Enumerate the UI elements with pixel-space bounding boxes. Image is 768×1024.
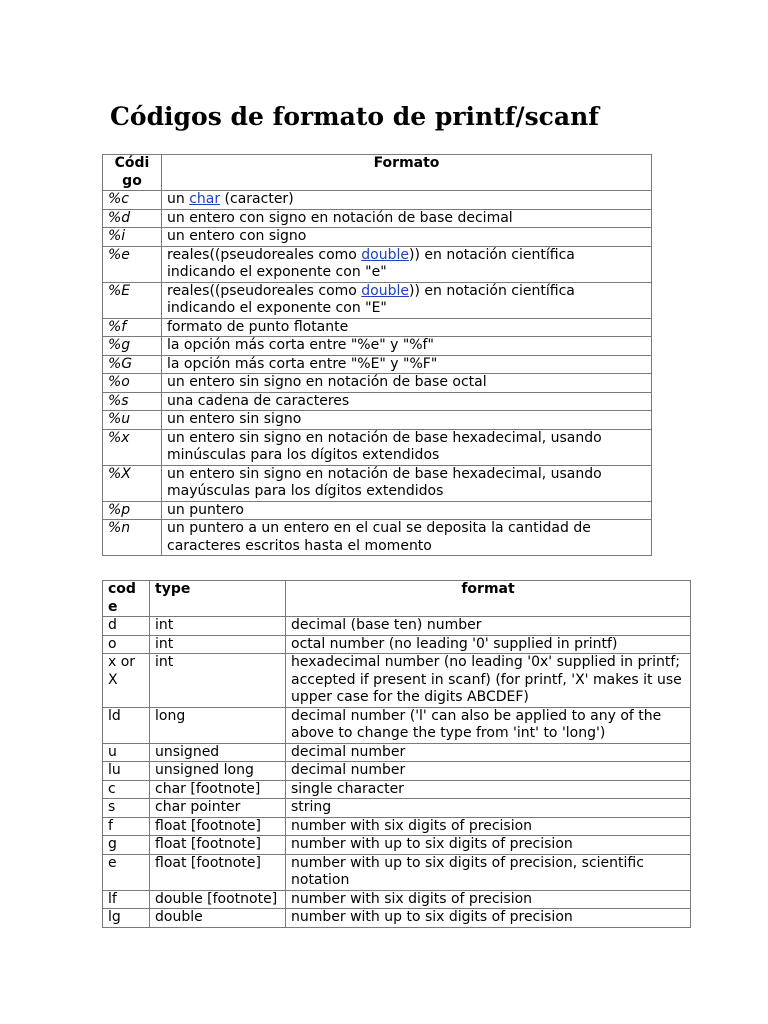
format-code: %G bbox=[103, 355, 162, 374]
code-cell: d bbox=[103, 617, 150, 636]
format-cell: number with up to six digits of precision, scientific notation bbox=[286, 854, 691, 890]
table-header-row bbox=[103, 155, 652, 191]
type-cell: unsigned long bbox=[150, 762, 286, 781]
format-code: %d bbox=[103, 209, 162, 228]
code-cell: ld bbox=[103, 707, 150, 743]
type-cell: double [footnote] bbox=[150, 890, 286, 909]
table-row bbox=[103, 654, 691, 708]
format-cell: decimal number ('l' can also be applied to any of the above to change the type from 'int' to 'long') bbox=[286, 707, 691, 743]
format-description bbox=[162, 191, 652, 210]
type-link[interactable]: double bbox=[361, 282, 410, 299]
format-description: un entero con signo en notación de base decimal bbox=[162, 209, 652, 228]
table-row bbox=[103, 854, 691, 890]
printf-codes-table-en bbox=[102, 580, 691, 928]
type-cell: char pointer bbox=[150, 799, 286, 818]
table-row bbox=[103, 191, 652, 210]
type-cell: double bbox=[150, 909, 286, 928]
format-code: %E bbox=[103, 282, 162, 318]
code-cell: c bbox=[103, 780, 150, 799]
table-row bbox=[103, 909, 691, 928]
header-type: type bbox=[150, 581, 286, 617]
format-cell: decimal number bbox=[286, 762, 691, 781]
header-format: format bbox=[286, 581, 691, 617]
format-code: %c bbox=[103, 191, 162, 210]
table-row bbox=[103, 228, 652, 247]
page-title: Códigos de formato de printf/scanf bbox=[110, 102, 600, 131]
format-description: un puntero a un entero en el cual se deposita la cantidad de caracteres escritos hasta el momento bbox=[162, 520, 652, 556]
format-description: formato de punto flotante bbox=[162, 318, 652, 337]
printf-codes-table-es bbox=[102, 154, 652, 556]
table-row bbox=[103, 890, 691, 909]
table-row bbox=[103, 209, 652, 228]
type-cell: int bbox=[150, 617, 286, 636]
format-cell: string bbox=[286, 799, 691, 818]
code-cell: u bbox=[103, 743, 150, 762]
format-description: un entero con signo bbox=[162, 228, 652, 247]
table-row bbox=[103, 282, 652, 318]
table-row bbox=[103, 318, 652, 337]
table-row bbox=[103, 617, 691, 636]
description-prefix: reales((pseudoreales como bbox=[167, 282, 362, 299]
header-code: Códi go bbox=[103, 155, 162, 191]
format-code: %f bbox=[103, 318, 162, 337]
format-cell: number with six digits of precision bbox=[286, 817, 691, 836]
format-code: %e bbox=[103, 246, 162, 282]
code-cell: o bbox=[103, 635, 150, 654]
table-row bbox=[103, 355, 652, 374]
type-cell: unsigned bbox=[150, 743, 286, 762]
code-cell: g bbox=[103, 836, 150, 855]
format-description: una cadena de caracteres bbox=[162, 392, 652, 411]
table-row bbox=[103, 743, 691, 762]
table-row bbox=[103, 501, 652, 520]
format-description: un entero sin signo en notación de base octal bbox=[162, 374, 652, 393]
format-cell: number with up to six digits of precision bbox=[286, 836, 691, 855]
code-cell: s bbox=[103, 799, 150, 818]
type-cell: long bbox=[150, 707, 286, 743]
table-header-row bbox=[103, 581, 691, 617]
format-description: un puntero bbox=[162, 501, 652, 520]
table-row bbox=[103, 799, 691, 818]
format-cell: octal number (no leading '0' supplied in printf) bbox=[286, 635, 691, 654]
code-cell: e bbox=[103, 854, 150, 890]
table-row bbox=[103, 374, 652, 393]
format-cell: single character bbox=[286, 780, 691, 799]
format-description bbox=[162, 246, 652, 282]
format-description: la opción más corta entre "%e" y "%f" bbox=[162, 337, 652, 356]
format-code: %g bbox=[103, 337, 162, 356]
table-row bbox=[103, 817, 691, 836]
format-cell: hexadecimal number (no leading '0x' supplied in printf; accepted if present in scanf) (for printf, 'X' makes it use upper case for the digits ABCDEF) bbox=[286, 654, 691, 708]
format-code: %i bbox=[103, 228, 162, 247]
type-link[interactable]: char bbox=[189, 191, 221, 207]
code-cell: lg bbox=[103, 909, 150, 928]
type-link[interactable]: double bbox=[361, 246, 410, 263]
type-cell: int bbox=[150, 635, 286, 654]
format-code: %X bbox=[103, 465, 162, 501]
header-code: cod e bbox=[103, 581, 150, 617]
table-row bbox=[103, 392, 652, 411]
type-cell: float [footnote] bbox=[150, 817, 286, 836]
code-cell: lf bbox=[103, 890, 150, 909]
table-row bbox=[103, 246, 652, 282]
table-row bbox=[103, 520, 652, 556]
type-cell: float [footnote] bbox=[150, 854, 286, 890]
table-row bbox=[103, 836, 691, 855]
description-prefix: reales((pseudoreales como bbox=[167, 246, 362, 263]
format-code: %u bbox=[103, 411, 162, 430]
format-code: %x bbox=[103, 429, 162, 465]
format-cell: number with six digits of precision bbox=[286, 890, 691, 909]
format-description: un entero sin signo bbox=[162, 411, 652, 430]
header-format: Formato bbox=[162, 155, 652, 191]
format-code: %s bbox=[103, 392, 162, 411]
description-suffix: (caracter) bbox=[220, 191, 294, 207]
table-row bbox=[103, 337, 652, 356]
format-cell: decimal (base ten) number bbox=[286, 617, 691, 636]
table-row bbox=[103, 762, 691, 781]
table-row bbox=[103, 635, 691, 654]
format-code: %o bbox=[103, 374, 162, 393]
code-cell: x or X bbox=[103, 654, 150, 708]
format-description bbox=[162, 282, 652, 318]
table-row bbox=[103, 429, 652, 465]
type-cell: int bbox=[150, 654, 286, 708]
type-cell: float [footnote] bbox=[150, 836, 286, 855]
type-cell: char [footnote] bbox=[150, 780, 286, 799]
table-row bbox=[103, 411, 652, 430]
code-cell: f bbox=[103, 817, 150, 836]
description-suffix: )) en notación científica indicando el exponente con "E" bbox=[167, 282, 575, 316]
table-row bbox=[103, 707, 691, 743]
format-cell: number with up to six digits of precision bbox=[286, 909, 691, 928]
code-cell: lu bbox=[103, 762, 150, 781]
table-row bbox=[103, 780, 691, 799]
format-description: la opción más corta entre "%E" y "%F" bbox=[162, 355, 652, 374]
format-cell: decimal number bbox=[286, 743, 691, 762]
format-code: %n bbox=[103, 520, 162, 556]
description-suffix: )) en notación científica indicando el exponente con "e" bbox=[167, 246, 575, 280]
format-code: %p bbox=[103, 501, 162, 520]
table-row bbox=[103, 465, 652, 501]
description-prefix: un bbox=[167, 191, 190, 207]
format-description: un entero sin signo en notación de base hexadecimal, usando mayúsculas para los dígitos extendidos bbox=[162, 465, 652, 501]
format-description: un entero sin signo en notación de base hexadecimal, usando minúsculas para los dígitos extendidos bbox=[162, 429, 652, 465]
